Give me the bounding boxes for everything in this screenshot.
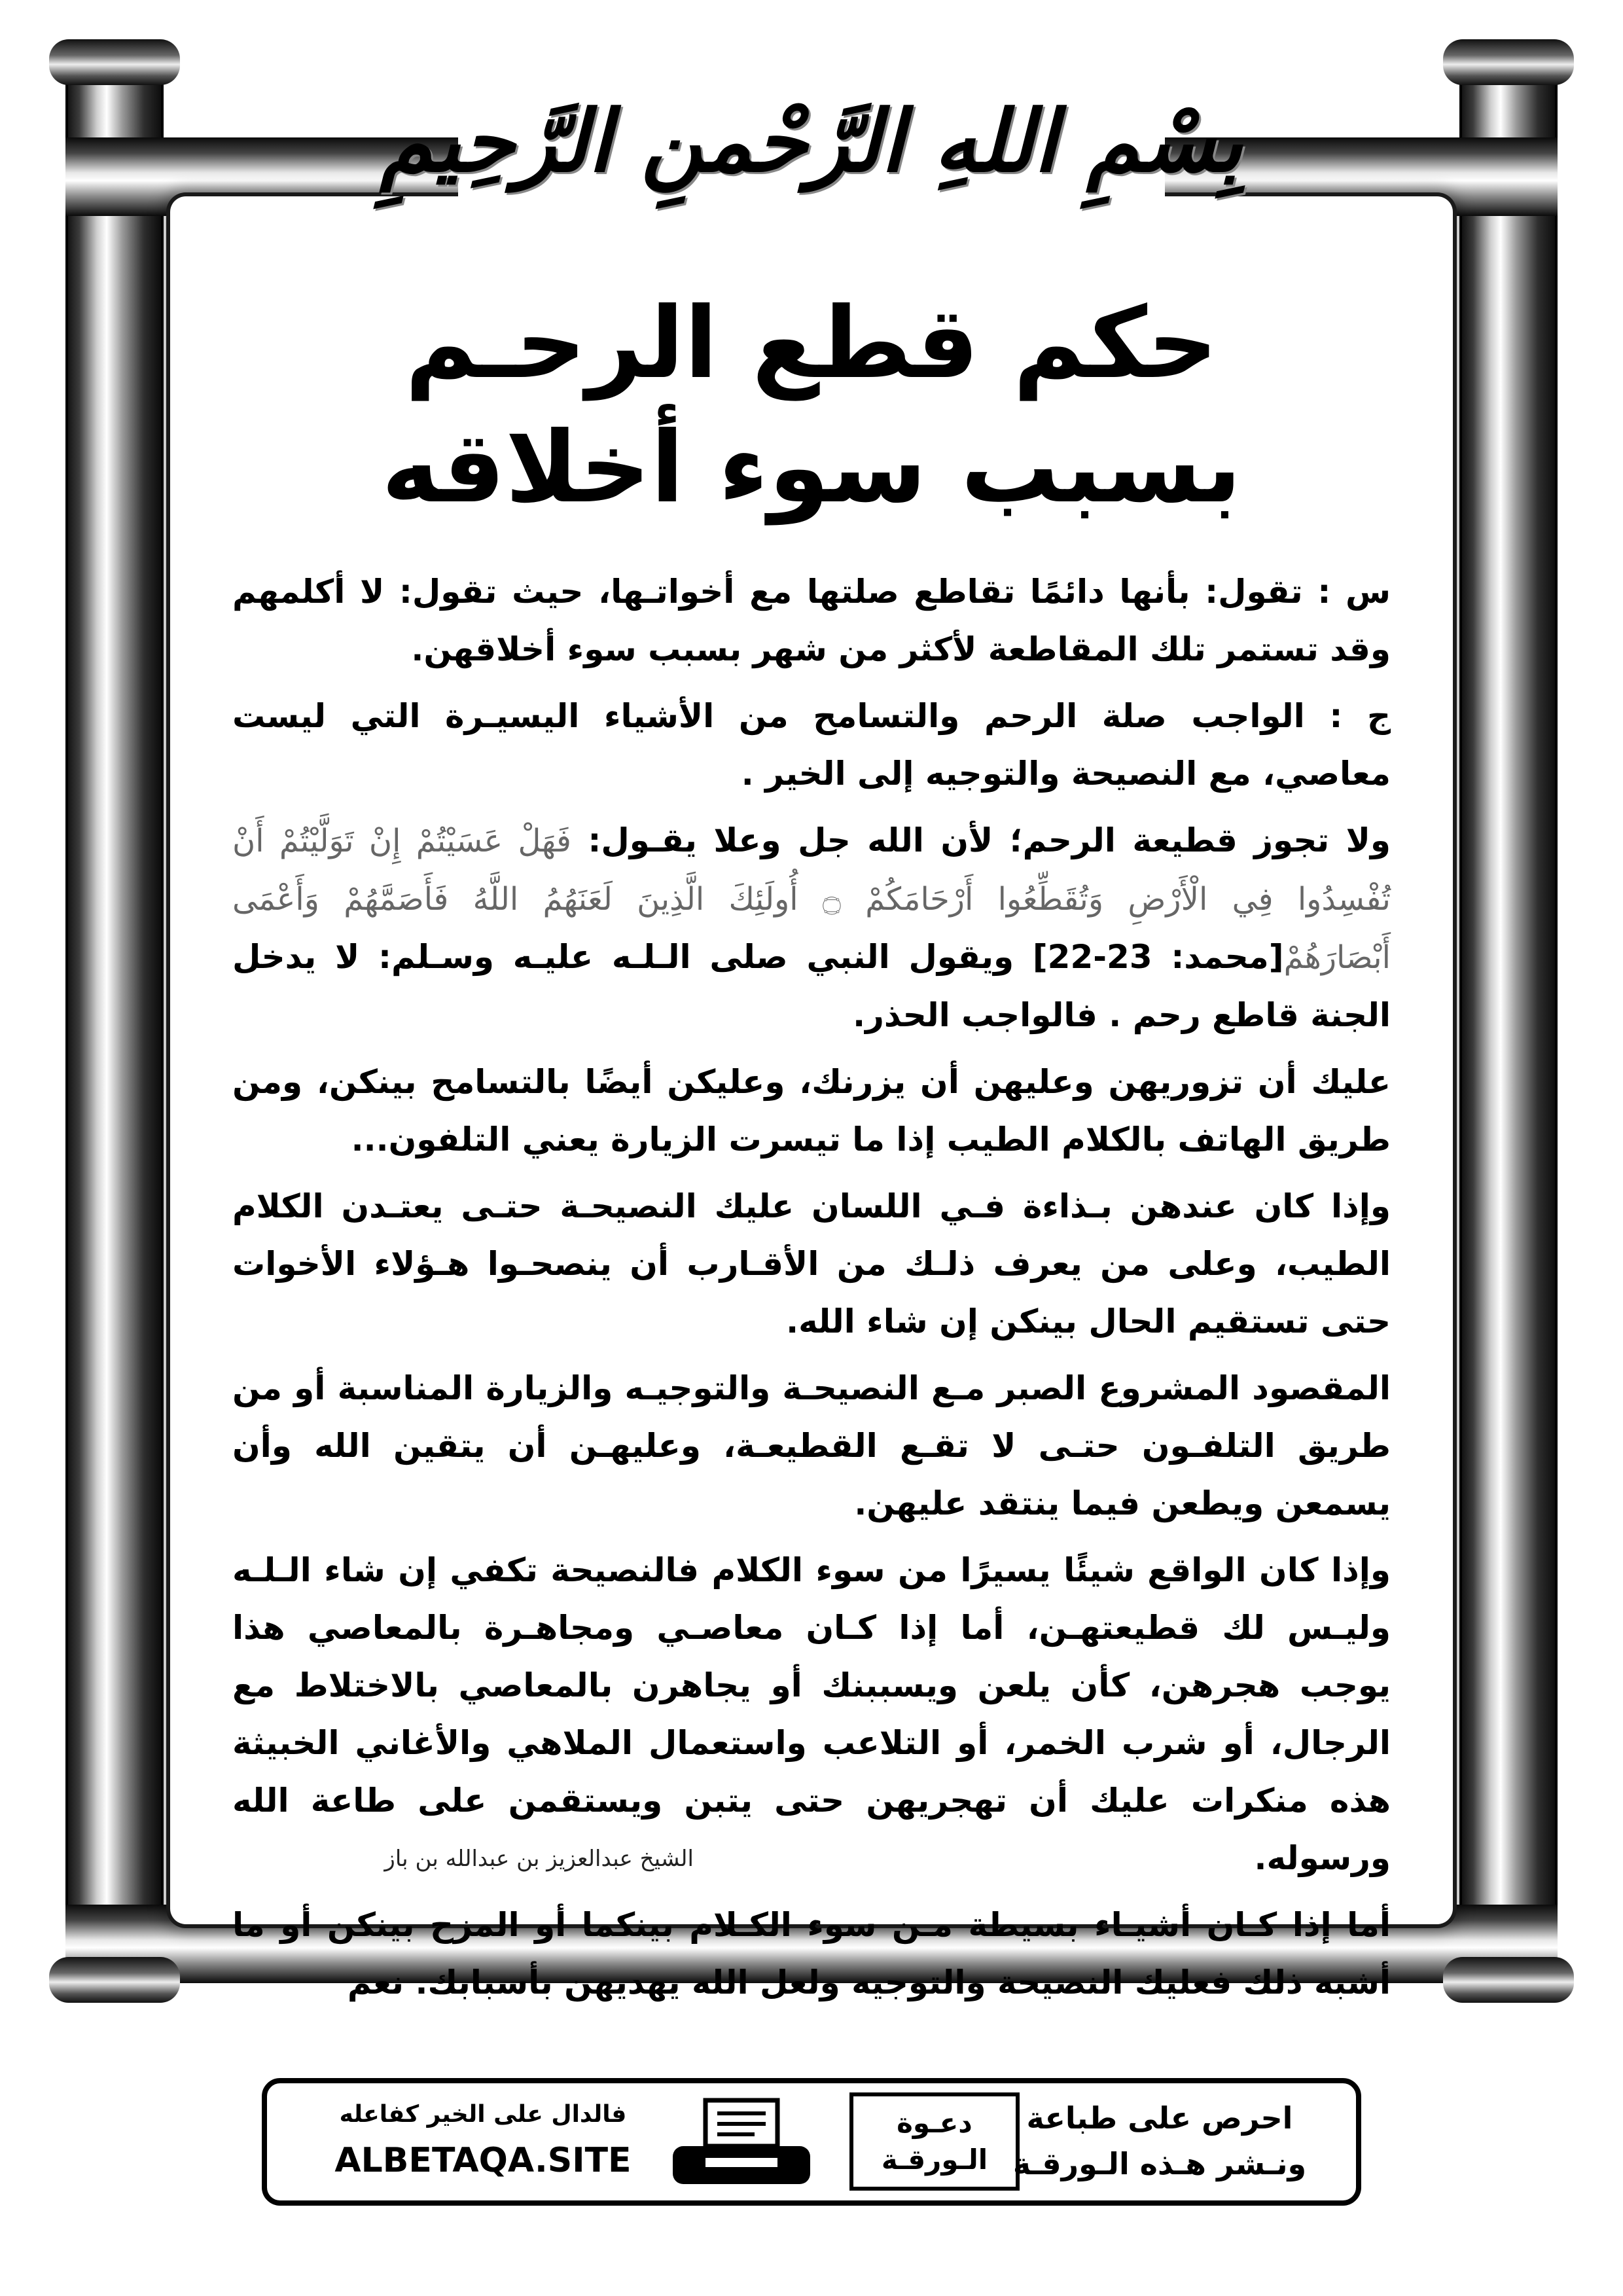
question-prefix: س :: [1302, 573, 1391, 611]
paragraph-7: أما إذا كـان أشيـاء بسيطة مـن سوء الكـلام بينكما أو المزح بينكن أو ما أشبه ذلك فعليك النصيحة والتوجيه ولعل الله يهديهن بأسبابك. نعم: [232, 1906, 1391, 2001]
paragraph-4: وإذا كان عندهن بـذاءة فـي اللسان عليك النصيحـة حتـى يعتـدن الكلام الطيب، وعلى من يعرف ذلـك من الأقـارب أن ينصحـوا هـؤلاء الأخوات حتى تستقيم الحال بينكن إن شاء الله.: [232, 1187, 1391, 1340]
answer-text-1: الواجب صلة الرحم والتسامح من الأشياء اليسيـرة التي ليست معاصي، مع النصيحة والتوجيه إلى الخير .: [232, 697, 1391, 793]
paragraph-6: وإذا كان الواقع شيئًا يسيرًا من سوء الكلام فالنصيحة تكفي إن شاء الـلـه وليـس لك قطيعتهـن، أما إذا كـان معاصـي ومجاهـرة بالمعاصي هذا يوجب هجرهن، كأن يلعن ويسببنك أو يجاهرن بالمعاصي بالاختلاط مع الرجال، أو شرب الخمر، أو التلاعب واستعمال الملاهي والأغاني الخبيثة هذه منكرات عليك أن تهجريهن حتى يتبن ويستقمن على طاعة الله ورسوله.: [232, 1551, 1391, 1877]
paragraph-5: المقصود المشروع الصبر مـع النصيحـة والتوجيـه والزيارة المناسبة أو من طريق التلفـون حتـى لا تقـع القطيعـة، وعليهـن أن يتقين الله وأن يسمعن ويطعن فيما ينتقد عليهن.: [232, 1369, 1391, 1522]
author-signature: الشيخ عبدالعزيز بن عبدالله بن باز: [384, 1846, 694, 1872]
question-paragraph: [232, 563, 1391, 678]
basmala-banner: [380, 46, 1243, 236]
answer-prefix: ج :: [1304, 697, 1391, 735]
frame-right-pillar: [1459, 59, 1558, 1977]
quran-verse: فَهَلْ عَسَيْتُمْ إِنْ تَوَلَّيْتُمْ أَنْ تُفْسِدُوا فِي الْأَرْضِ وَتُقَطِّعُوا أَرْحَامَكُمْ ۝ أُولَئِكَ الَّذِينَ لَعَنَهُمُ اللَّهُ فَأَصَمَّهُمْ وَأَعْمَى أَبْصَارَهُمْ: [232, 823, 1391, 976]
question-text: تقول: بأنها دائمًا تقاطع صلتها مع أخواتـها، حيث تقول: لا أكلمهم وقد تستمر تلك المقاطعة لأكثر من شهر بسبب سوء أخلاقهن.: [232, 573, 1391, 668]
footer-print-line-2: ونـشر هـذه الـورقـة: [1012, 2146, 1307, 2181]
basmala: بِسْمِ اللهِ الرَّحْمنِ الرَّحِيمِ: [380, 90, 1243, 191]
answer-lead: ولا تجوز قطيعة الرحم؛ لأن الله جل وعلا يقـول:: [571, 821, 1391, 859]
dawah-logo: [849, 2092, 1020, 2191]
footer-print-line-1: احرص على طباعة: [1026, 2100, 1293, 2136]
verse-reference: [محمد: 23-22]: [1032, 938, 1284, 976]
frame-cap-bottom-left: [49, 1957, 180, 2003]
frame-cap-bottom-right: [1443, 1957, 1574, 2003]
frame-cap-top-left: [49, 39, 180, 85]
answer-paragraph-2: [232, 812, 1391, 1044]
page-title: [327, 281, 1296, 530]
footer-slogan: فالدال على الخير كفاعله: [339, 2101, 627, 2128]
footer-site-url[interactable]: ALBETAQA.SITE: [334, 2141, 632, 2180]
logo-line-1: دعـوة: [897, 2107, 972, 2139]
frame-cap-top-right: [1443, 39, 1574, 85]
article-body: [232, 563, 1391, 2020]
title-line-2: بسبب سوء أخلاقه: [381, 411, 1242, 525]
title-line-1: حكم قطع الرحـم: [404, 287, 1219, 401]
footer-box: [262, 2078, 1361, 2206]
logo-line-2: الـورقـة: [881, 2144, 988, 2176]
hadith-text: ويقول النبي صلى الـلـه عليـه وسـلم: لا يدخل الجنة قاطع رحم . فالواجب الحذر.: [232, 938, 1391, 1034]
answer-paragraph-1: [232, 687, 1391, 802]
footer-print-note: [1003, 2095, 1317, 2187]
footer-site-block: [313, 2095, 653, 2187]
frame-left-pillar: [65, 59, 164, 1977]
printer-icon: [666, 2098, 817, 2189]
paragraph-3: عليك أن تزوريهن وعليهن أن يزرنك، وعليكن أيضًا بالتسامح بينكن، ومن طريق الهاتف بالكلام الطيب إذا ما تيسرت الزيارة يعني التلفون...: [232, 1063, 1391, 1158]
